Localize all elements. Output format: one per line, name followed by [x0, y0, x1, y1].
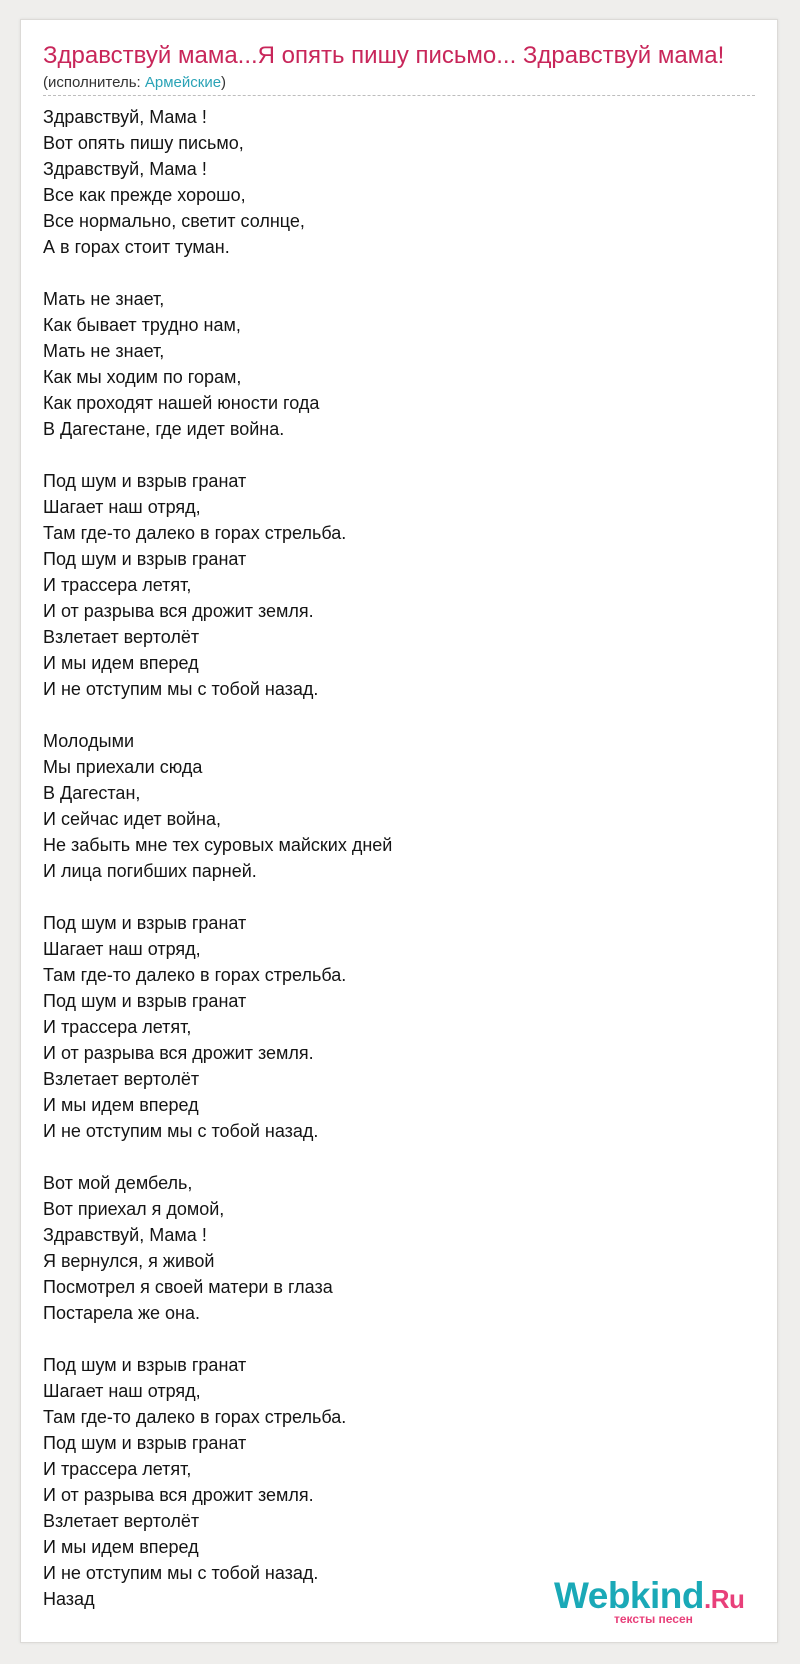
lyric-line: Там где-то далеко в горах стрельба. [43, 965, 347, 985]
lyric-line: Под шум и взрыв гранат [43, 549, 247, 569]
lyric-line: Постарела же она. [43, 1303, 200, 1323]
lyrics-stanza [43, 1170, 743, 1326]
lyric-line: И не отступим мы с тобой назад. [43, 1121, 319, 1141]
lyric-line: Вот мой дембель, [43, 1173, 193, 1193]
lyric-line: Я вернулся, я живой [43, 1251, 215, 1271]
lyric-line: Назад [43, 1589, 95, 1609]
lyric-line: Шагает наш отряд, [43, 939, 201, 959]
lyric-line: И трассера летят, [43, 575, 192, 595]
lyric-line: Там где-то далеко в горах стрельба. [43, 523, 347, 543]
lyric-line: И мы идем вперед [43, 1537, 199, 1557]
artist-link[interactable]: Армейские [144, 74, 222, 91]
lyric-line: Под шум и взрыв гранат [43, 471, 247, 491]
lyrics-body [43, 104, 743, 1638]
lyric-line: Под шум и взрыв гранат [43, 991, 247, 1011]
lyric-line: Как проходят нашей юности года [43, 393, 320, 413]
lyric-line: Мать не знает, [43, 289, 165, 309]
lyric-line: Все как прежде хорошо, [43, 185, 246, 205]
lyric-line: Вот опять пишу письмо, [43, 133, 244, 153]
artist-prefix: (исполнитель: [43, 74, 145, 91]
artist-line [43, 74, 226, 91]
webkind-logo[interactable] [554, 1574, 759, 1630]
lyrics-stanza [43, 104, 743, 260]
lyric-line: Под шум и взрыв гранат [43, 913, 247, 933]
lyrics-stanza [43, 1352, 743, 1612]
lyric-line: Шагает наш отряд, [43, 497, 201, 517]
lyric-line: Взлетает вертолёт [43, 627, 200, 647]
logo-domain-text: .Ru [704, 1584, 745, 1614]
lyric-line: Мы приехали сюда [43, 757, 203, 777]
lyrics-stanza [43, 910, 743, 1144]
lyric-line: Здравствуй, Мама ! [43, 1225, 207, 1245]
lyric-line: А в горах стоит туман. [43, 237, 230, 257]
lyric-line: Под шум и взрыв гранат [43, 1355, 247, 1375]
lyric-line: И лица погибших парней. [43, 861, 257, 881]
logo-main-text: Webkind [554, 1575, 704, 1616]
lyric-line: Мать не знает, [43, 341, 165, 361]
lyric-line: И от разрыва вся дрожит земля. [43, 1485, 314, 1505]
lyric-line: И сейчас идет война, [43, 809, 221, 829]
logo-tagline: тексты песен [614, 1612, 693, 1626]
song-title: Здравствуй мама...Я опять пишу письмо... Здравствуй мама! [43, 42, 725, 69]
lyric-line: Взлетает вертолёт [43, 1069, 200, 1089]
lyrics-stanza [43, 728, 743, 884]
lyric-line: И мы идем вперед [43, 653, 199, 673]
lyrics-stanza [43, 286, 743, 442]
lyric-line: Все нормально, светит солнце, [43, 211, 305, 231]
lyric-line: И от разрыва вся дрожит земля. [43, 1043, 314, 1063]
lyric-line: И не отступим мы с тобой назад. [43, 1563, 319, 1583]
lyric-line: Под шум и взрыв гранат [43, 1433, 247, 1453]
lyric-line: И от разрыва вся дрожит земля. [43, 601, 314, 621]
title-divider [43, 95, 755, 96]
lyric-line: Как бывает трудно нам, [43, 315, 241, 335]
lyric-line: Здравствуй, Мама ! [43, 159, 207, 179]
lyric-line: В Дагестане, где идет война. [43, 419, 285, 439]
lyric-line: И не отступим мы с тобой назад. [43, 679, 319, 699]
lyric-line: Взлетает вертолёт [43, 1511, 200, 1531]
lyric-line: Шагает наш отряд, [43, 1381, 201, 1401]
lyric-line: И трассера летят, [43, 1017, 192, 1037]
lyric-line: В Дагестан, [43, 783, 141, 803]
artist-suffix: ) [221, 74, 227, 91]
lyric-line: Там где-то далеко в горах стрельба. [43, 1407, 347, 1427]
lyric-line: Посмотрел я своей матери в глаза [43, 1277, 333, 1297]
lyric-line: Как мы ходим по горам, [43, 367, 242, 387]
lyrics-card [20, 19, 778, 1643]
lyric-line: Вот приехал я домой, [43, 1199, 225, 1219]
lyric-line: Не забыть мне тех суровых майских дней [43, 835, 393, 855]
lyric-line: И мы идем вперед [43, 1095, 199, 1115]
lyric-line: Молодыми [43, 731, 135, 751]
lyrics-stanza [43, 468, 743, 702]
lyric-line: Здравствуй, Мама ! [43, 107, 207, 127]
lyric-line: И трассера летят, [43, 1459, 192, 1479]
